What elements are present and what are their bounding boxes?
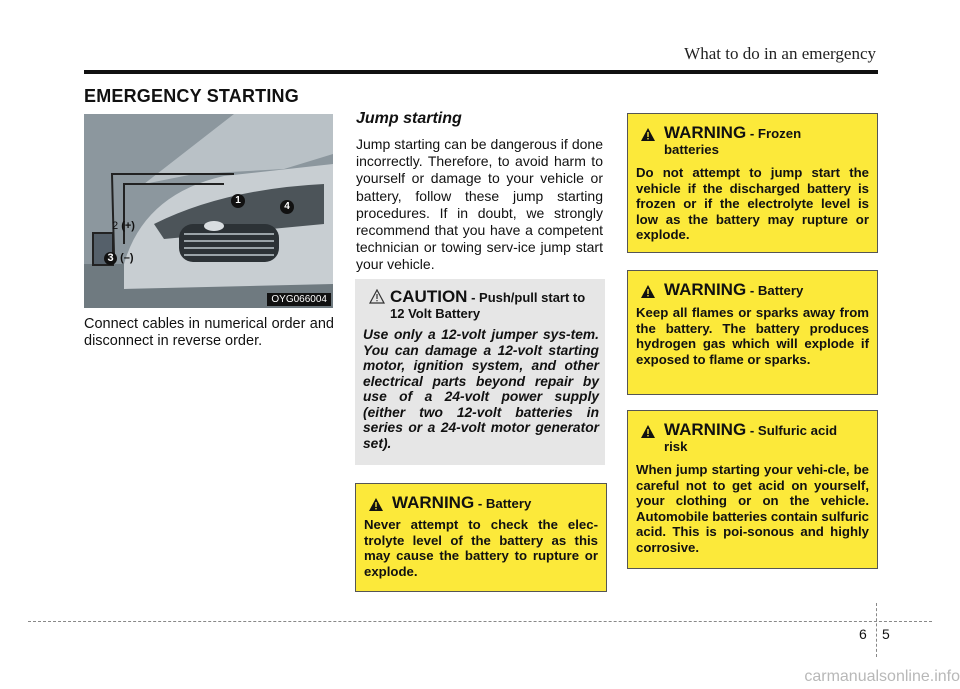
caution-subtitle: - Push/pull start to 12 Volt Battery bbox=[390, 290, 586, 321]
callout-3: 3 (–) bbox=[104, 252, 134, 265]
callout-2: 2 (+) bbox=[112, 220, 135, 232]
figure-code: OYG066004 bbox=[267, 293, 331, 306]
figure-caption: Connect cables in numerical order and disconnect in reverse order. bbox=[84, 316, 334, 349]
caution-box bbox=[355, 279, 605, 465]
page-chapter: 6 bbox=[859, 626, 867, 642]
warning-heading: WARNING - Sulfuric acid risk bbox=[664, 420, 838, 454]
warning-triangle-icon bbox=[368, 497, 384, 512]
header-rule bbox=[84, 70, 878, 74]
caution-triangle-icon bbox=[369, 289, 385, 304]
warning-body: Keep all flames or sparks away from the battery. The battery produces hydrogen gas which will explode if exposed to flame or sparks. bbox=[636, 305, 869, 367]
car-engine-illustration bbox=[84, 114, 333, 308]
callout-4: 4 bbox=[280, 200, 294, 214]
warning-body: Do not attempt to jump start the vehicle if the discharged battery is frozen or if the electrolyte level is low as the battery may rupture or explode. bbox=[636, 165, 869, 243]
running-header: What to do in an emergency bbox=[684, 44, 876, 63]
warning-triangle-icon bbox=[640, 424, 656, 439]
jump-starting-title: Jump starting bbox=[356, 110, 462, 127]
warning-heading: WARNING - Frozen batteries bbox=[664, 123, 802, 157]
callout-1: 1 bbox=[231, 194, 245, 208]
warning-heading: WARNING - Battery bbox=[664, 280, 804, 299]
warning-box-frozen bbox=[627, 113, 878, 253]
page-number: 5 bbox=[882, 626, 890, 642]
warning-triangle-icon bbox=[640, 127, 656, 142]
warning-box-battery-check bbox=[355, 483, 607, 592]
footer-rule bbox=[28, 621, 932, 622]
warning-box-flames bbox=[627, 270, 878, 395]
warning-heading: WARNING - Battery bbox=[392, 493, 532, 512]
caution-label: CAUTION bbox=[390, 287, 468, 306]
warning-body: When jump starting your vehi-cle, be careful not to get acid on yourself, your clothing or on the vehicle. Automobile batteries contain sulfuric acid. This is poi-sonous and highly corrosive. bbox=[636, 462, 870, 555]
warning-triangle-icon bbox=[640, 284, 656, 299]
jump-start-figure bbox=[84, 114, 333, 308]
page-number-divider bbox=[876, 603, 877, 657]
watermark: carmanualsonline.info bbox=[804, 668, 960, 685]
caution-heading bbox=[390, 289, 595, 322]
page-heading: EMERGENCY STARTING bbox=[84, 86, 299, 106]
jump-starting-body: Jump starting can be dangerous if done incorrectly. Therefore, to avoid harm to yourself or damage to your vehicle or battery, follow these jump starting procedures. If in doubt, we strongly recommend that you have a competent technician or towing serv-ice jump start your vehicle. bbox=[356, 136, 603, 273]
warning-box-sulfuric-acid bbox=[627, 410, 878, 569]
caution-body: Use only a 12-volt jumper sys-tem. You can damage a 12-volt starting motor, ignition system, and other electrical parts beyond repair by use of a 24-volt power supply (either two 12-volt batteries in series or a 24-volt motor generator set). bbox=[363, 327, 599, 451]
warning-body: Never attempt to check the elec-trolyte level of the battery as this may cause the battery to rupture or explode. bbox=[364, 517, 598, 579]
